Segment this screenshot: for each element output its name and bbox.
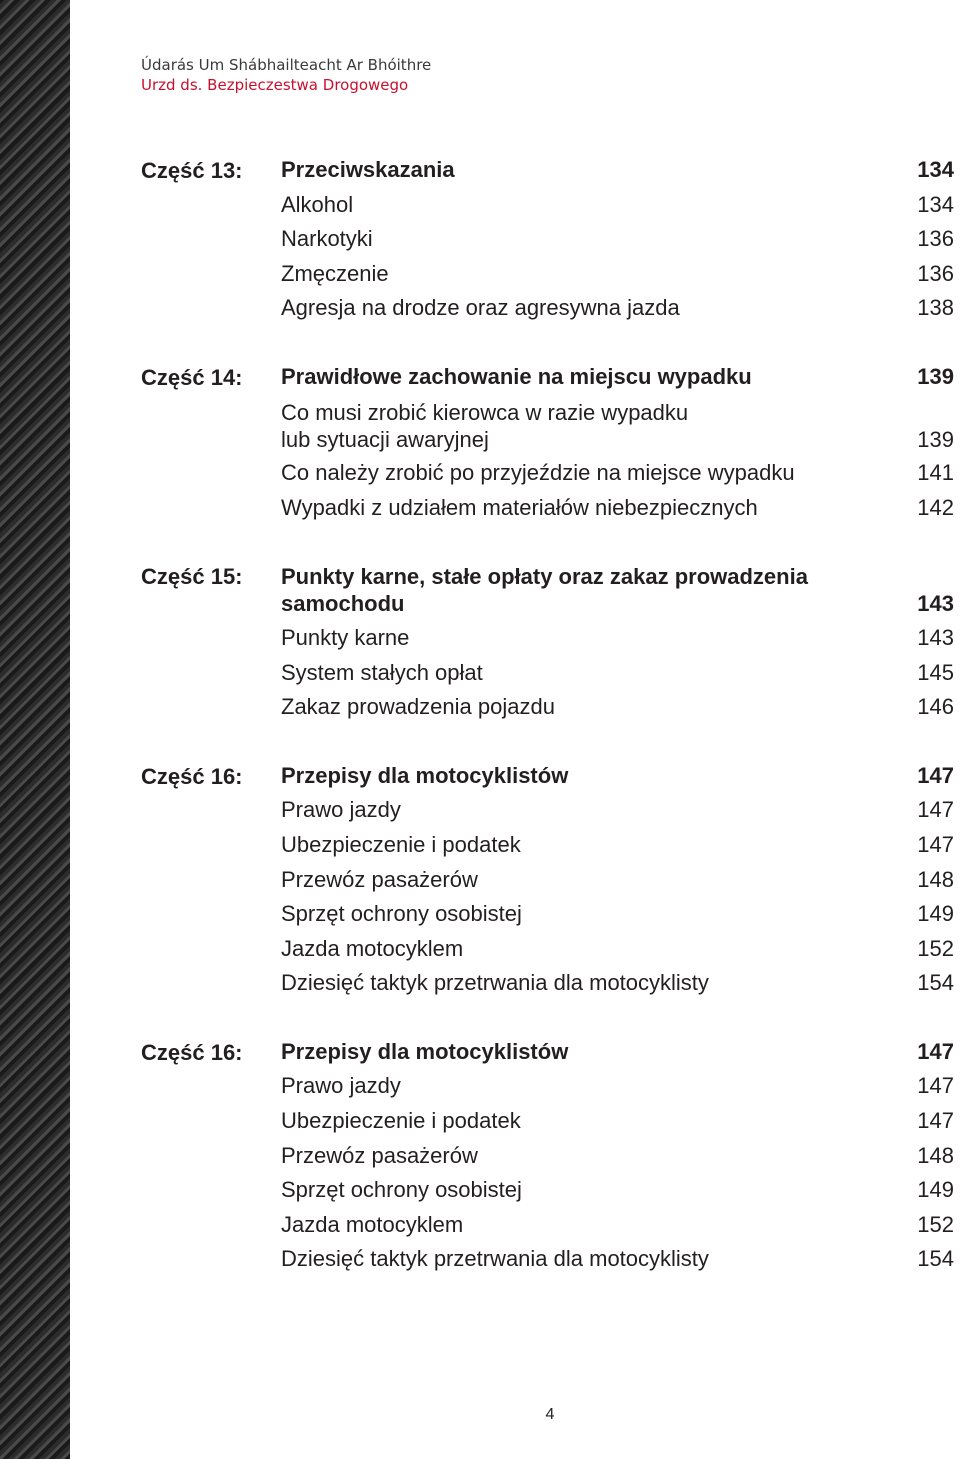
entry-title: Przewóz pasażerów [281,866,478,892]
entry-page: 149 [917,1177,954,1203]
section-label: Część 16: [141,1039,243,1065]
entry-page: 139 [917,363,954,389]
entry-page: 142 [917,494,954,520]
entry-page: 145 [917,659,954,685]
entry-title: Jazda motocyklem [281,935,464,961]
entry-title: System stałych opłat [281,659,483,685]
entry-title: Ubezpieczenie i podatek [281,1108,521,1134]
entry-title-continued: samochodu [281,591,405,617]
toc-entry-heading[interactable] [281,1035,954,1070]
entry-page: 147 [917,1073,954,1099]
toc-entry[interactable] [281,621,954,656]
entry-title: Co musi zrobić kierowca w razie wypadku [281,399,689,425]
decorative-side-stripe [0,0,70,1459]
toc-entry[interactable] [281,1139,954,1174]
toc-entry[interactable] [281,793,954,828]
entry-page: 134 [917,157,954,182]
entry-title: Co należy zrobić po przyjeździe na miejsce wypadku [281,460,795,486]
toc-entry[interactable] [281,1173,954,1208]
entry-page: 147 [917,762,954,788]
entry-page: 154 [917,1246,954,1272]
entry-title: Prawo jazdy [281,797,401,823]
entry-page: 152 [917,935,954,961]
section-label: Część 14: [141,364,243,390]
toc-entry[interactable] [281,1104,954,1139]
entry-title: Narkotyki [281,226,373,252]
toc-section [141,1035,954,1277]
toc-entry[interactable] [281,291,954,326]
entry-page: 152 [917,1211,954,1237]
toc-section [141,360,954,525]
entry-title: Punkty karne, stałe opłaty oraz zakaz prowadzenia [281,564,808,590]
entry-title: Przewóz pasażerów [281,1142,478,1168]
page-number: 4 [545,1406,555,1423]
toc-entry[interactable] [281,1069,954,1104]
entry-title: Alkohol [281,191,354,217]
entry-title: Agresja na drodze oraz agresywna jazda [281,295,680,321]
entry-page: 134 [917,191,954,217]
toc-entry-heading[interactable] [281,759,954,794]
entry-title: Zmęczenie [281,260,389,286]
header-line-polish: Urzd ds. Bezpieczestwa Drogowego [141,76,409,94]
entry-title: Sprzęt ochrony osobistej [281,1177,522,1203]
entry-page: 136 [917,226,954,252]
toc-section [141,759,954,1001]
toc-entry[interactable] [281,1242,954,1277]
table-of-contents [141,153,954,1311]
toc-entry[interactable] [281,932,954,967]
entry-title: Jazda motocyklem [281,1211,464,1237]
entry-page: 136 [917,260,954,286]
entry-title: Ubezpieczenie i podatek [281,831,521,857]
toc-entry[interactable] [281,656,954,691]
toc-entry[interactable] [281,690,954,725]
entry-page: 147 [917,1108,954,1134]
toc-entry[interactable] [281,395,954,457]
entry-title: Sprzęt ochrony osobistej [281,901,522,927]
toc-section [141,559,954,724]
entry-page: 138 [917,295,954,321]
entry-page: 139 [917,426,954,452]
entry-page: 147 [917,831,954,857]
entry-title: Punkty karne [281,624,410,650]
toc-entry[interactable] [281,966,954,1001]
toc-entry[interactable] [281,456,954,491]
toc-section [141,153,954,326]
entry-page: 147 [917,797,954,823]
entry-title: Wypadki z udziałem materiałów niebezpiecznych [281,494,758,520]
entry-title: Zakaz prowadzenia pojazdu [281,694,555,720]
header-line-irish: Údarás Um Shábhailteacht Ar Bhóithre [141,56,432,74]
entry-title: Dziesięć taktyk przetrwania dla motocyklisty [281,1246,709,1272]
page-header [141,55,431,95]
toc-entry-heading[interactable] [281,153,954,188]
entry-page: 146 [917,694,954,720]
section-label: Część 15: [141,564,243,590]
toc-entry[interactable] [281,897,954,932]
entry-title-continued: lub sytuacji awaryjnej [281,426,489,452]
entry-page: 149 [917,901,954,927]
toc-entry[interactable] [281,188,954,223]
toc-entry[interactable] [281,1208,954,1243]
toc-entry[interactable] [281,222,954,257]
toc-entry[interactable] [281,863,954,898]
entry-title: Przepisy dla motocyklistów [281,762,569,788]
toc-entry-heading[interactable] [281,360,954,395]
entry-title: Przeciwskazania [281,157,455,182]
entry-page: 143 [917,591,954,617]
toc-entry[interactable] [281,491,954,526]
toc-entry-heading[interactable] [281,559,954,621]
entry-title: Przepisy dla motocyklistów [281,1038,569,1064]
section-label: Część 13: [141,158,243,183]
entry-page: 143 [917,624,954,650]
entry-page: 141 [917,460,954,486]
entry-page: 148 [917,1142,954,1168]
entry-title: Prawo jazdy [281,1073,401,1099]
toc-entry[interactable] [281,828,954,863]
entry-page: 148 [917,866,954,892]
section-label: Część 16: [141,763,243,789]
entry-title: Dziesięć taktyk przetrwania dla motocyklisty [281,970,709,996]
entry-title: Prawidłowe zachowanie na miejscu wypadku [281,363,752,389]
entry-page: 147 [917,1038,954,1064]
toc-entry[interactable] [281,257,954,292]
entry-page: 154 [917,970,954,996]
